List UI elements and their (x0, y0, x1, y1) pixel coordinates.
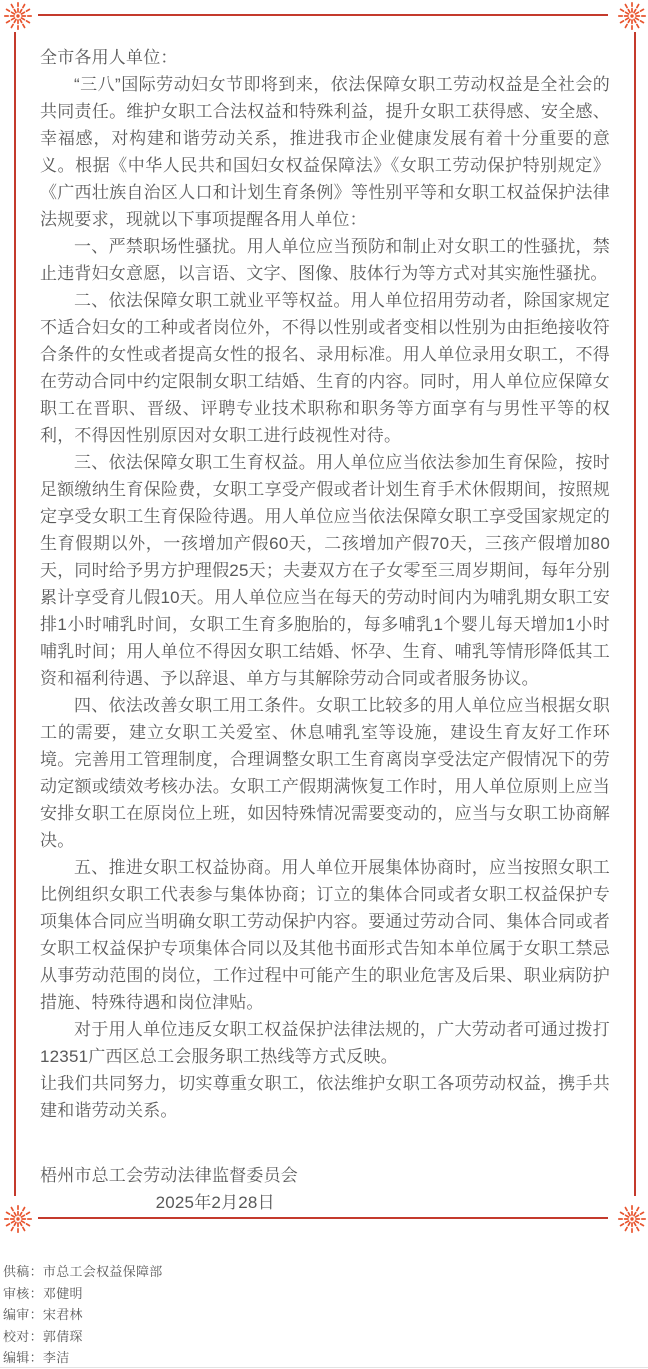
paragraph-item-1: 一、严禁职场性骚扰。用人单位应当预防和制止对女职工的性骚扰，禁止违背妇女意愿，以言语、文字、图像、肢体行为等方式对其实施性骚扰。 (40, 237, 610, 283)
paragraph-item-4: 四、依法改善女职工用工条件。女职工比较多的用人单位应当根据女职工的需要，建立女职工关爱室、休息哺乳室等设施，建设生育友好工作环境。完善用工管理制度，合理调整女职工生育离岗享受法定产假情况下的劳动定额或绩效考核办法。女职工产假期满恢复工作时，用人单位原则上应当安排女职工在原岗位上班，如因特殊情况需要变动的，应当与女职工协商解决。 (40, 696, 610, 850)
credit-line-reviewer: 审核：邓健明 (3, 1285, 83, 1301)
closing-paragraph: 让我们共同努力，切实尊重女职工，依法维护女职工各项劳动权益，携手共建和谐劳动关系。 (40, 1074, 610, 1120)
signature-block (40, 1162, 610, 1216)
paragraph-item-3: 三、依法保障女职工生育权益。用人单位应当依法参加生育保险，按时足额缴纳生育保险费，女职工享受产假或者计划生育手术休假期间，按照规定享受女职工生育保险待遇。用人单位应当依法保障女职工享受国家规定的生育假期以外，一孩增加产假60天，二孩增加产假70天，三孩产假增加80天，同时给予男方护理假25天；夫妻双方在子女零至三周岁期间，每年分别累计享受育儿假10天。用人单位应当在每天的劳动时间内为哺乳期女职工安排1小时哺乳时间，女职工生育多胞胎的，每多哺乳1个婴儿每天增加1小时哺乳时间；用人单位不得因女职工结婚、怀孕、生育、哺乳等情形降低其工资和福利待遇、予以辞退、单方与其解除劳动合同或者服务协议。 (40, 453, 610, 688)
signature-date: 2025年2月28日 (155, 1193, 275, 1212)
firework-ornament-icon-bottom-right (616, 1203, 648, 1235)
greeting-line: 全市各用人单位： (40, 48, 178, 67)
frame-line-bottom (38, 1217, 608, 1219)
paragraph-intro: “三八”国际劳动妇女节即将到来，依法保障女职工劳动权益是全社会的共同责任。维护女职工合法权益和特殊利益，提升女职工获得感、安全感、幸福感，对构建和谐劳动关系，推进我市企业健康发展有着十分重要的意义。根据《中华人民共和国妇女权益保障法》《女职工劳动保护特别规定》《广西壮族自治区人口和计划生育条例》等性别平等和女职工权益保护法律法规要求，现就以下事项提醒各用人单位： (40, 75, 610, 229)
notice-body (40, 44, 610, 1216)
credit-line-contributor: 供稿：市总工会权益保障部 (3, 1264, 163, 1279)
paragraph-item-2: 二、依法保障女职工就业平等权益。用人单位招用劳动者，除国家规定不适合妇女的工种或者岗位外，不得以性别或者变相以性别为由拒绝接收符合条件的女性或者提高女性的报名、录用标准。用人单位录用女职工，不得在劳动合同中约定限制女职工结婚、生育的内容。同时，用人单位应保障女职工在晋职、晋级、评聘专业技术职称和职务等方面享有与男性平等的权利，不得因性别原因对女职工进行歧视性对待。 (40, 291, 610, 445)
frame-line-top (38, 14, 608, 16)
paragraph-hotline: 对于用人单位违反女职工权益保护法律法规的，广大劳动者可通过拨打12351广西区总工会服务职工热线等方式反映。 (40, 1020, 610, 1066)
firework-ornament-icon-bottom-left (2, 1203, 34, 1235)
credit-line-editor: 编辑：李洁 (3, 1350, 70, 1365)
firework-ornament-icon-top-left (2, 0, 34, 32)
paragraph-item-5: 五、推进女职工权益协商。用人单位开展集体协商时，应当按照女职工比例组织女职工代表参与集体协商；订立的集体合同或者女职工权益保护专项集体合同应当明确女职工劳动保护内容。要通过劳动合同、集体合同或者女职工权益保护专项集体合同以及其他书面形式告知本单位属于女职工禁忌从事劳动范围的岗位，工作过程中可能产生的职业危害及后果、职业病防护措施、特殊待遇和岗位津贴。 (40, 858, 610, 1012)
firework-ornament-icon-top-right (616, 0, 648, 32)
credits-section (3, 1261, 163, 1369)
credit-line-proofreader: 校对：郭倩琛 (3, 1328, 83, 1344)
credit-line-editor-reviewer: 编审：宋君林 (3, 1307, 83, 1322)
signature-org: 梧州市总工会劳动法律监督委员会 (40, 1166, 298, 1185)
frame-line-left (14, 32, 16, 1196)
frame-line-right (634, 32, 636, 1196)
